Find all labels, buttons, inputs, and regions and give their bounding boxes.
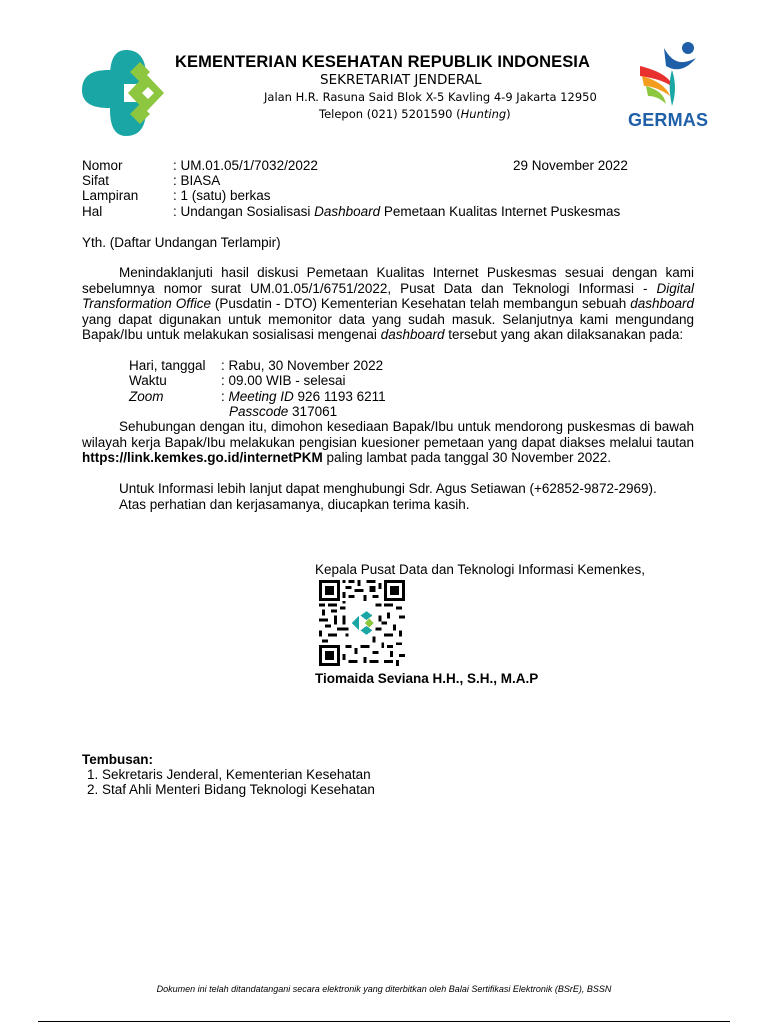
meta-label: Lampiran [82,188,139,203]
detail-label-time: Waktu [129,373,167,388]
body-paragraph-3: Untuk Informasi lebih lanjut dapat menghubungi Sdr. Agus Setiawan (+62852-9872-2969). [119,481,657,496]
meta-value: : UM.01.05/1/7032/2022 [173,158,318,173]
e-signature-note: Dokumen ini telah ditandatangani secara elektronik yang diterbitkan oleh Balai Sertifikasi Elektronik (BSrE), BSSN [156,984,612,994]
letterhead-phone: Telepon (021) 5201590 (Hunting) [319,107,511,121]
letterhead-address: Jalan H.R. Rasuna Said Blok X-5 Kavling 4-9 Jakarta 12950 [264,90,597,104]
detail-label-date: Hari, tanggal [129,358,206,373]
ministry-name: KEMENTERIAN KESEHATAN REPUBLIK INDONESIA [175,53,590,71]
secretariat-name: SEKRETARIAT JENDERAL [320,72,482,88]
body-paragraph-4: Atas perhatian dan kerjasamanya, diucapkan terima kasih. [119,497,470,512]
kemenkes-logo [80,48,168,138]
qr-code [319,580,405,666]
germas-logo [636,40,706,108]
detail-value-date: : Rabu, 30 November 2022 [221,358,384,373]
signature-title: Kepala Pusat Data dan Teknologi Informasi Kemenkes, [315,562,645,577]
letter-date: 29 November 2022 [513,158,628,173]
detail-value-meeting-id: : Meeting ID 926 1193 6211 [221,389,386,404]
germas-label: GERMAS [628,110,709,130]
signatory-name: Tiomaida Seviana H.H., S.H., M.A.P [315,671,539,686]
cc-heading: Tembusan: [82,752,154,767]
subject-value: : Undangan Sosialisasi Dashboard Pemetaan Kualitas Internet Puskesmas [173,204,621,219]
detail-value-time: : 09.00 WIB - selesai [221,373,346,388]
questionnaire-link[interactable]: https://link.kemkes.go.id/internetPKM [82,450,323,465]
body-paragraph-1: Menindaklanjuti hasil diskusi Pemetaan Kualitas Internet Puskesmas sesuai dengan kami sebelumnya nomor surat UM.01.05/1/6751/2022, Pusat Data dan Teknologi Informasi - Digital Transformation Office (Pusdatin - DTO) Kementerian Kesehatan telah membangun sebuah dashboard yang dapat digunakan untuk memonitor data yang sudah masuk. Selanjutnya kami mengundang Bapak/Ibu untuk melakukan sosialisasi mengenai dashboard tersebut yang akan dilaksanakan pada: [82,265,694,342]
body-paragraph-2: Sehubungan dengan itu, dimohon kesediaan Bapak/Ibu untuk mendorong puskesmas di bawah wilayah kerja Bapak/Ibu melakukan pengisian kuesioner pemetaan yang dapat diakses melalui tautan https://link.kemkes.go.id/internetPKM paling lambat pada tanggal 30 November 2022. [82,419,694,465]
meta-value: : BIASA [173,173,221,188]
meta-label: Hal [82,204,103,219]
meta-label: Nomor [82,158,123,173]
cc-item: 1. Sekretaris Jenderal, Kementerian Kesehatan [87,767,371,782]
footer-divider [38,1021,730,1022]
recipient: Yth. (Daftar Undangan Terlampir) [82,235,281,250]
detail-value-passcode: Passcode 317061 [229,404,338,419]
detail-label-zoom: Zoom [129,389,164,404]
cc-item: 2. Staf Ahli Menteri Bidang Teknologi Kesehatan [87,782,375,797]
meta-value: : 1 (satu) berkas [173,188,271,203]
meta-label: Sifat [82,173,110,188]
